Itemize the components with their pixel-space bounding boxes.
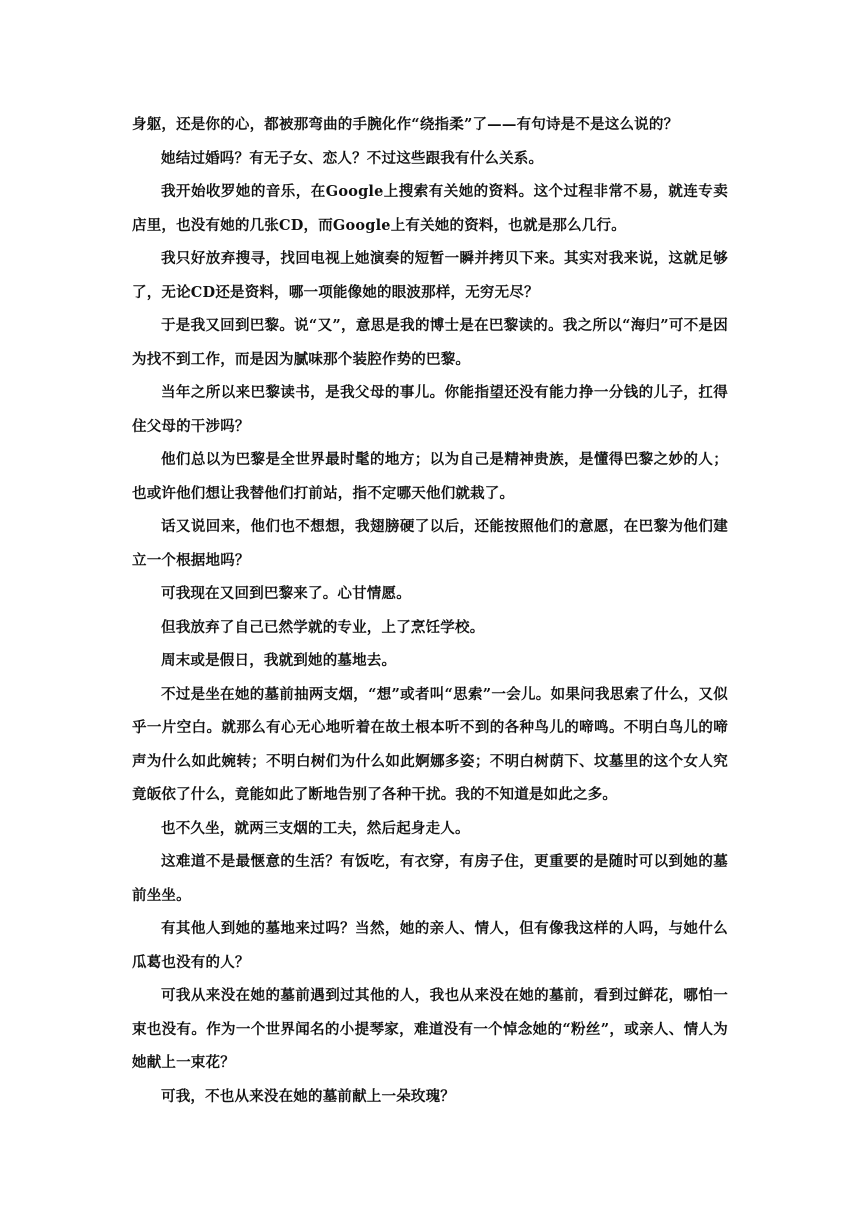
paragraph: 有其他人到她的墓地来过吗？当然，她的亲人、情人，但有像我这样的人吗，与她什么瓜葛也没有的人？ [132, 920, 728, 971]
paragraph: 于是我又回到巴黎。说“又”，意思是我的博士是在巴黎读的。我之所以“海归”可不是因为找不到工作，而是因为腻味那个装腔作势的巴黎。 [132, 317, 728, 368]
paragraph: 但我放弃了自己已然学就的专业，上了烹饪学校。 [161, 618, 485, 636]
paragraph: 我开始收罗她的音乐，在Google上搜索有关她的资料。这个过程非常不易，就连专卖店里，也没有她的几张CD，而Google上有关她的资料，也就是那么几行。 [132, 183, 728, 234]
paragraph: 当年之所以来巴黎读书，是我父母的事儿。你能指望还没有能力挣一分钱的儿子，扛得住父母的干涉吗？ [132, 384, 728, 435]
paragraph: 周末或是假日，我就到她的墓地去。 [161, 652, 397, 669]
document-body [132, 108, 728, 1113]
paragraph: 他们总以为巴黎是全世界最时髦的地方；以为自己是精神贵族，是懂得巴黎之妙的人；也或许他们想让我替他们打前站，指不定哪天他们就栽了。 [132, 451, 728, 502]
paragraph: 这难道不是最惬意的生活？有饭吃，有衣穿，有房子住，更重要的是随时可以到她的墓前坐坐。 [132, 853, 728, 904]
paragraph: 话又说回来，他们也不想想，我翅膀硬了以后，还能按照他们的意愿，在巴黎为他们建立一个根据地吗？ [132, 518, 728, 569]
paragraph: 可我现在又回到巴黎来了。心甘情愿。 [161, 585, 411, 602]
paragraph: 也不久坐，就两三支烟的工夫，然后起身走人。 [161, 819, 470, 837]
paragraph: 可我从来没在她的墓前遇到过其他的人，我也从来没在她的墓前，看到过鲜花，哪怕一束也没有。作为一个世界闻名的小提琴家，难道没有一个悼念她的“粉丝”，或亲人、情人为她献上一束花？ [132, 987, 728, 1071]
paragraph: 她结过婚吗？有无子女、恋人？不过这些跟我有什么关系。 [161, 149, 544, 167]
paragraph: 可我，不也从来没在她的墓前献上一朵玫瑰？ [161, 1087, 455, 1105]
paragraph: 身躯，还是你的心，都被那弯曲的手腕化作“绕指柔”了——有句诗是不是这么说的？ [132, 116, 679, 133]
paragraph: 我只好放弃搜寻，找回电视上她演奏的短暂一瞬并拷贝下来。其实对我来说，这就足够了，无论CD还是资料，哪一项能像她的眼波那样，无穷无尽？ [132, 250, 728, 301]
paragraph: 不过是坐在她的墓前抽两支烟，“想”或者叫“思索”一会儿。如果问我思索了什么，又似乎一片空白。就那么有心无心地听着在故土根本听不到的各种鸟儿的啼鸣。不明白鸟儿的啼声为什么如此婉转；不明白树们为什么如此婀娜多姿；不明白树荫下、坟墓里的这个女人究竟皈依了什么，竟能如此了断地告别了各种干扰。我的不知道是如此之多。 [132, 685, 728, 803]
